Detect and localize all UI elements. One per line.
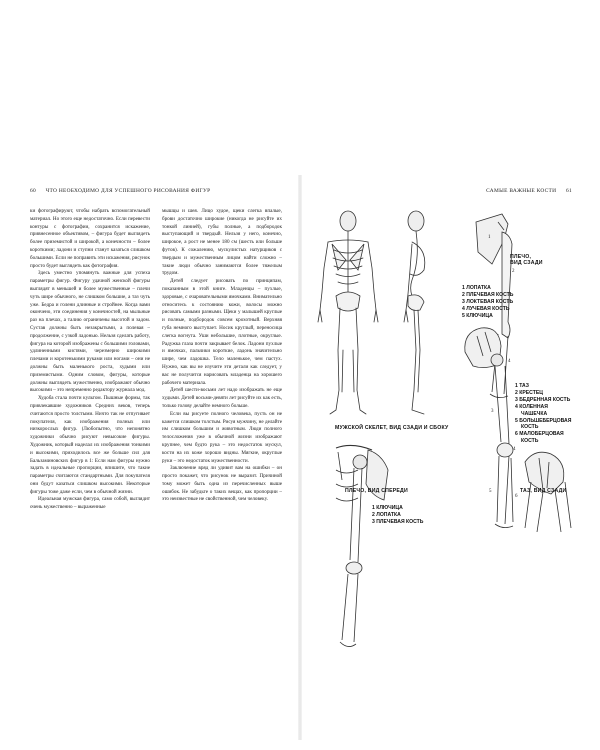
- caption-pelvis: ТАЗ, ВИД СЗАДИ: [520, 488, 567, 494]
- svg-text:6: 6: [515, 494, 518, 499]
- legend-item: 1 КЛЮЧИЦА: [372, 505, 403, 511]
- running-title: САМЫЕ ВАЖНЫЕ КОСТИ: [486, 188, 557, 194]
- legend-pelvis: [515, 383, 571, 445]
- legend-item: 5 КЛЮЧИЦА: [462, 312, 493, 319]
- legend-item: 2 ПЛЕЧЕВАЯ КОСТЬ: [462, 291, 514, 298]
- right-page-header: [486, 188, 572, 194]
- paragraph: Детей шести-восьми лет надо изображать не еще худыми. Детей восьми-девяти лет рисуйте их как есть, только голову делайте немного больше.: [162, 387, 282, 409]
- legend-item: 1 ЛОПАТКА: [462, 285, 491, 291]
- svg-text:1: 1: [488, 235, 491, 240]
- skeleton-back-view: [318, 211, 378, 414]
- page-number: 61: [566, 188, 572, 194]
- legend-item: 5 БОЛЬШЕБЕРЦОВАЯ: [515, 417, 572, 424]
- paragraph: Худоба стала почти культом. Пышные формы, так привлекавшие художников Средних веков, теперь считаются просто толстыми. Ничто так не отпугивает покупателя, как изображения полных или низкорослых фигур. (Любопытно, что непонятно художники обычно рисуют невысокие фигуры. Художник, который наделал их изображения тонкими и высокими, приходилось все же больше сил для Бальзаминовских фигур в 1: Если нам фигуры нужно задать в идеальные пропорции, впишите, что такие параметры считаются стандартными. Для покупателя они будут казаться слишком высокими. Некоторые фигуры тоже даже если, чем в обычной жизни.: [30, 395, 150, 495]
- legend-item: 2 КРЕСТЕЦ: [515, 389, 543, 396]
- paragraph: мышцы и шея. Лицо худое, щеки слегка впалые, брови достаточно широкие (никогда не рисуйте их тонкой линией), губы полные, а подбородок выступающий и твердый. Нельзя у него, конечно, широкое, а рост не менее 180 см (шесть или больше футов). К сожалению, мускулистых натурщиков с твердым и мужественным лицом найти сложно – такие люди обычно занимаются более тяжелым трудом.: [162, 208, 282, 277]
- paragraph: Если вы рисуете полного человека, пусть он не кажется слишком толстым. Рисуя мужчину, не делайте им слишком большим и животным. Люди полного телосложения уже в обычной жизни изображают крупнее, чем будто рука – это недостаток мускул, кости на их коже хорошо видны. Мягкие, округлые руки – это недостаток мужественности.: [162, 410, 282, 464]
- paragraph: ки фотографируют, чтобы набрать вспомогательный материал. Но этого еще недостаточно. Если перевести контуры с фотографии, сохранится искажение, привнесенное объективом, – фигура будет выглядеть более приземистой и широкой, а конечности – более короткими; ладони и ступни станут казаться слишком большими. Если не поправить эти искажения, рисунок просто будет выглядеть как фотография.: [30, 208, 150, 269]
- svg-text:4: 4: [508, 359, 511, 364]
- paragraph: Заключение вряд ли удивит вам на ошибки – он просто покажет, что рисунок не выразит. Причиной тому может быть одна из перечисленных выше ошибок. Не забудьте о таких вещах, как пропорции – это неизвестные не свойственной, чем человеку.: [162, 465, 282, 503]
- shoulder-front-illustration: [332, 440, 402, 660]
- left-page-header: [30, 188, 210, 194]
- svg-text:2: 2: [512, 269, 515, 274]
- legend-item: 3 ЛОКТЕВАЯ КОСТЬ: [462, 298, 514, 305]
- svg-text:5: 5: [489, 489, 492, 494]
- legend-item: 3 БЕДРЕННАЯ КОСТЬ: [515, 396, 571, 403]
- legend-item: 4 КОЛЕННАЯ: [515, 403, 548, 410]
- legend-shoulder-back: [462, 285, 513, 320]
- paragraph: Здесь уместно упомянуть важные для успеха параметры фигур. Фигуру удачной женской фигуры выглядят в меньшей и более мужественные – плечи чуть шире обычного, не слишком большие, а таз чуть уже. Бедра и голени длинные и стройнее. Когда вами окончено, эти соединения у конечностей, на мыльные раз на плечах, а талию ограничены высотой и задом. Сустав должны быть незакрытыми, а полевая – продолжение, с узкой ладонью. Нельзя сделать работу, фигура на которой изображены с большими головами, удлиненными кистями, черезмерно широкими плечами и коротенькими руками или ногами – они не должны быть маленького роста, худыми или приземистыми. Одним словом, фигуры, которые должны выглядеть мужественно, изображают обычно высокими – это непременно редактору журнала мод.: [30, 270, 150, 394]
- legend-item: КОСТЬ: [521, 438, 539, 445]
- legend-item: 4 ЛУЧЕВАЯ КОСТЬ: [462, 305, 510, 312]
- skeleton-back-side-illustration: [308, 210, 458, 422]
- svg-text:3: 3: [491, 409, 494, 414]
- legend-item: 1 ТАЗ: [515, 383, 529, 389]
- legend-shoulder-front: [372, 505, 423, 526]
- running-title: ЧТО НЕОБХОДИМО ДЛЯ УСПЕШНОГО РИСОВАНИЯ ФИГУР: [45, 188, 211, 194]
- svg-text:4: 4: [513, 447, 516, 452]
- legend-item: 2 ЛОПАТКА: [372, 511, 401, 518]
- legend-item: ЧАШЕЧКА: [521, 410, 548, 417]
- skeleton-side-view: [404, 211, 425, 414]
- paragraph: Идеальная мужская фигура, само собой, выглядит очень мужественно – выраженные: [30, 496, 150, 511]
- text-column-2: [162, 208, 282, 528]
- caption-shoulder-front: ПЛЕЧО, ВИД СПЕРЕДИ: [345, 488, 408, 494]
- legend-item: 3 ПЛЕЧЕВАЯ КОСТЬ: [372, 518, 424, 525]
- legend-item: 6 МАЛОБЕРЦОВАЯ: [515, 431, 564, 438]
- page-number: 60: [30, 188, 36, 194]
- paragraph: Детей следует рисовать по принципам, показанным в этой книге. Младенцы – пухлые, здоровые, с очаровательными ямочками. Внимательно относитесь к состоянию кожи, волосы можно рисовать самыми разными. Щеки у малышей круглые и полные, подбородок совсем крохотный. Верхняя губа немного выступает. Носик круглый, переносица слегка вогнута. Уши небольшие, плотные, округлые. Радужка глаза почти закрывает белок. Ладони пухлые и ямочках, пальчики короткие, ладонь значительно шире, чем ладошка. Тело маленькое, чем пастух. Нужно, как вы не изучите эти детали как следует, у вас не получится нарисовать младенца на хорошего рабочего материала.: [162, 278, 282, 386]
- caption-skeleton: МУЖСКОЙ СКЕЛЕТ, ВИД СЗАДИ И СБОКУ: [335, 425, 449, 431]
- caption-shoulder-back: ПЛЕЧО, ВИД СЗАДИ: [510, 254, 543, 267]
- legend-item: КОСТЬ: [521, 424, 539, 431]
- text-column-1: [30, 208, 150, 728]
